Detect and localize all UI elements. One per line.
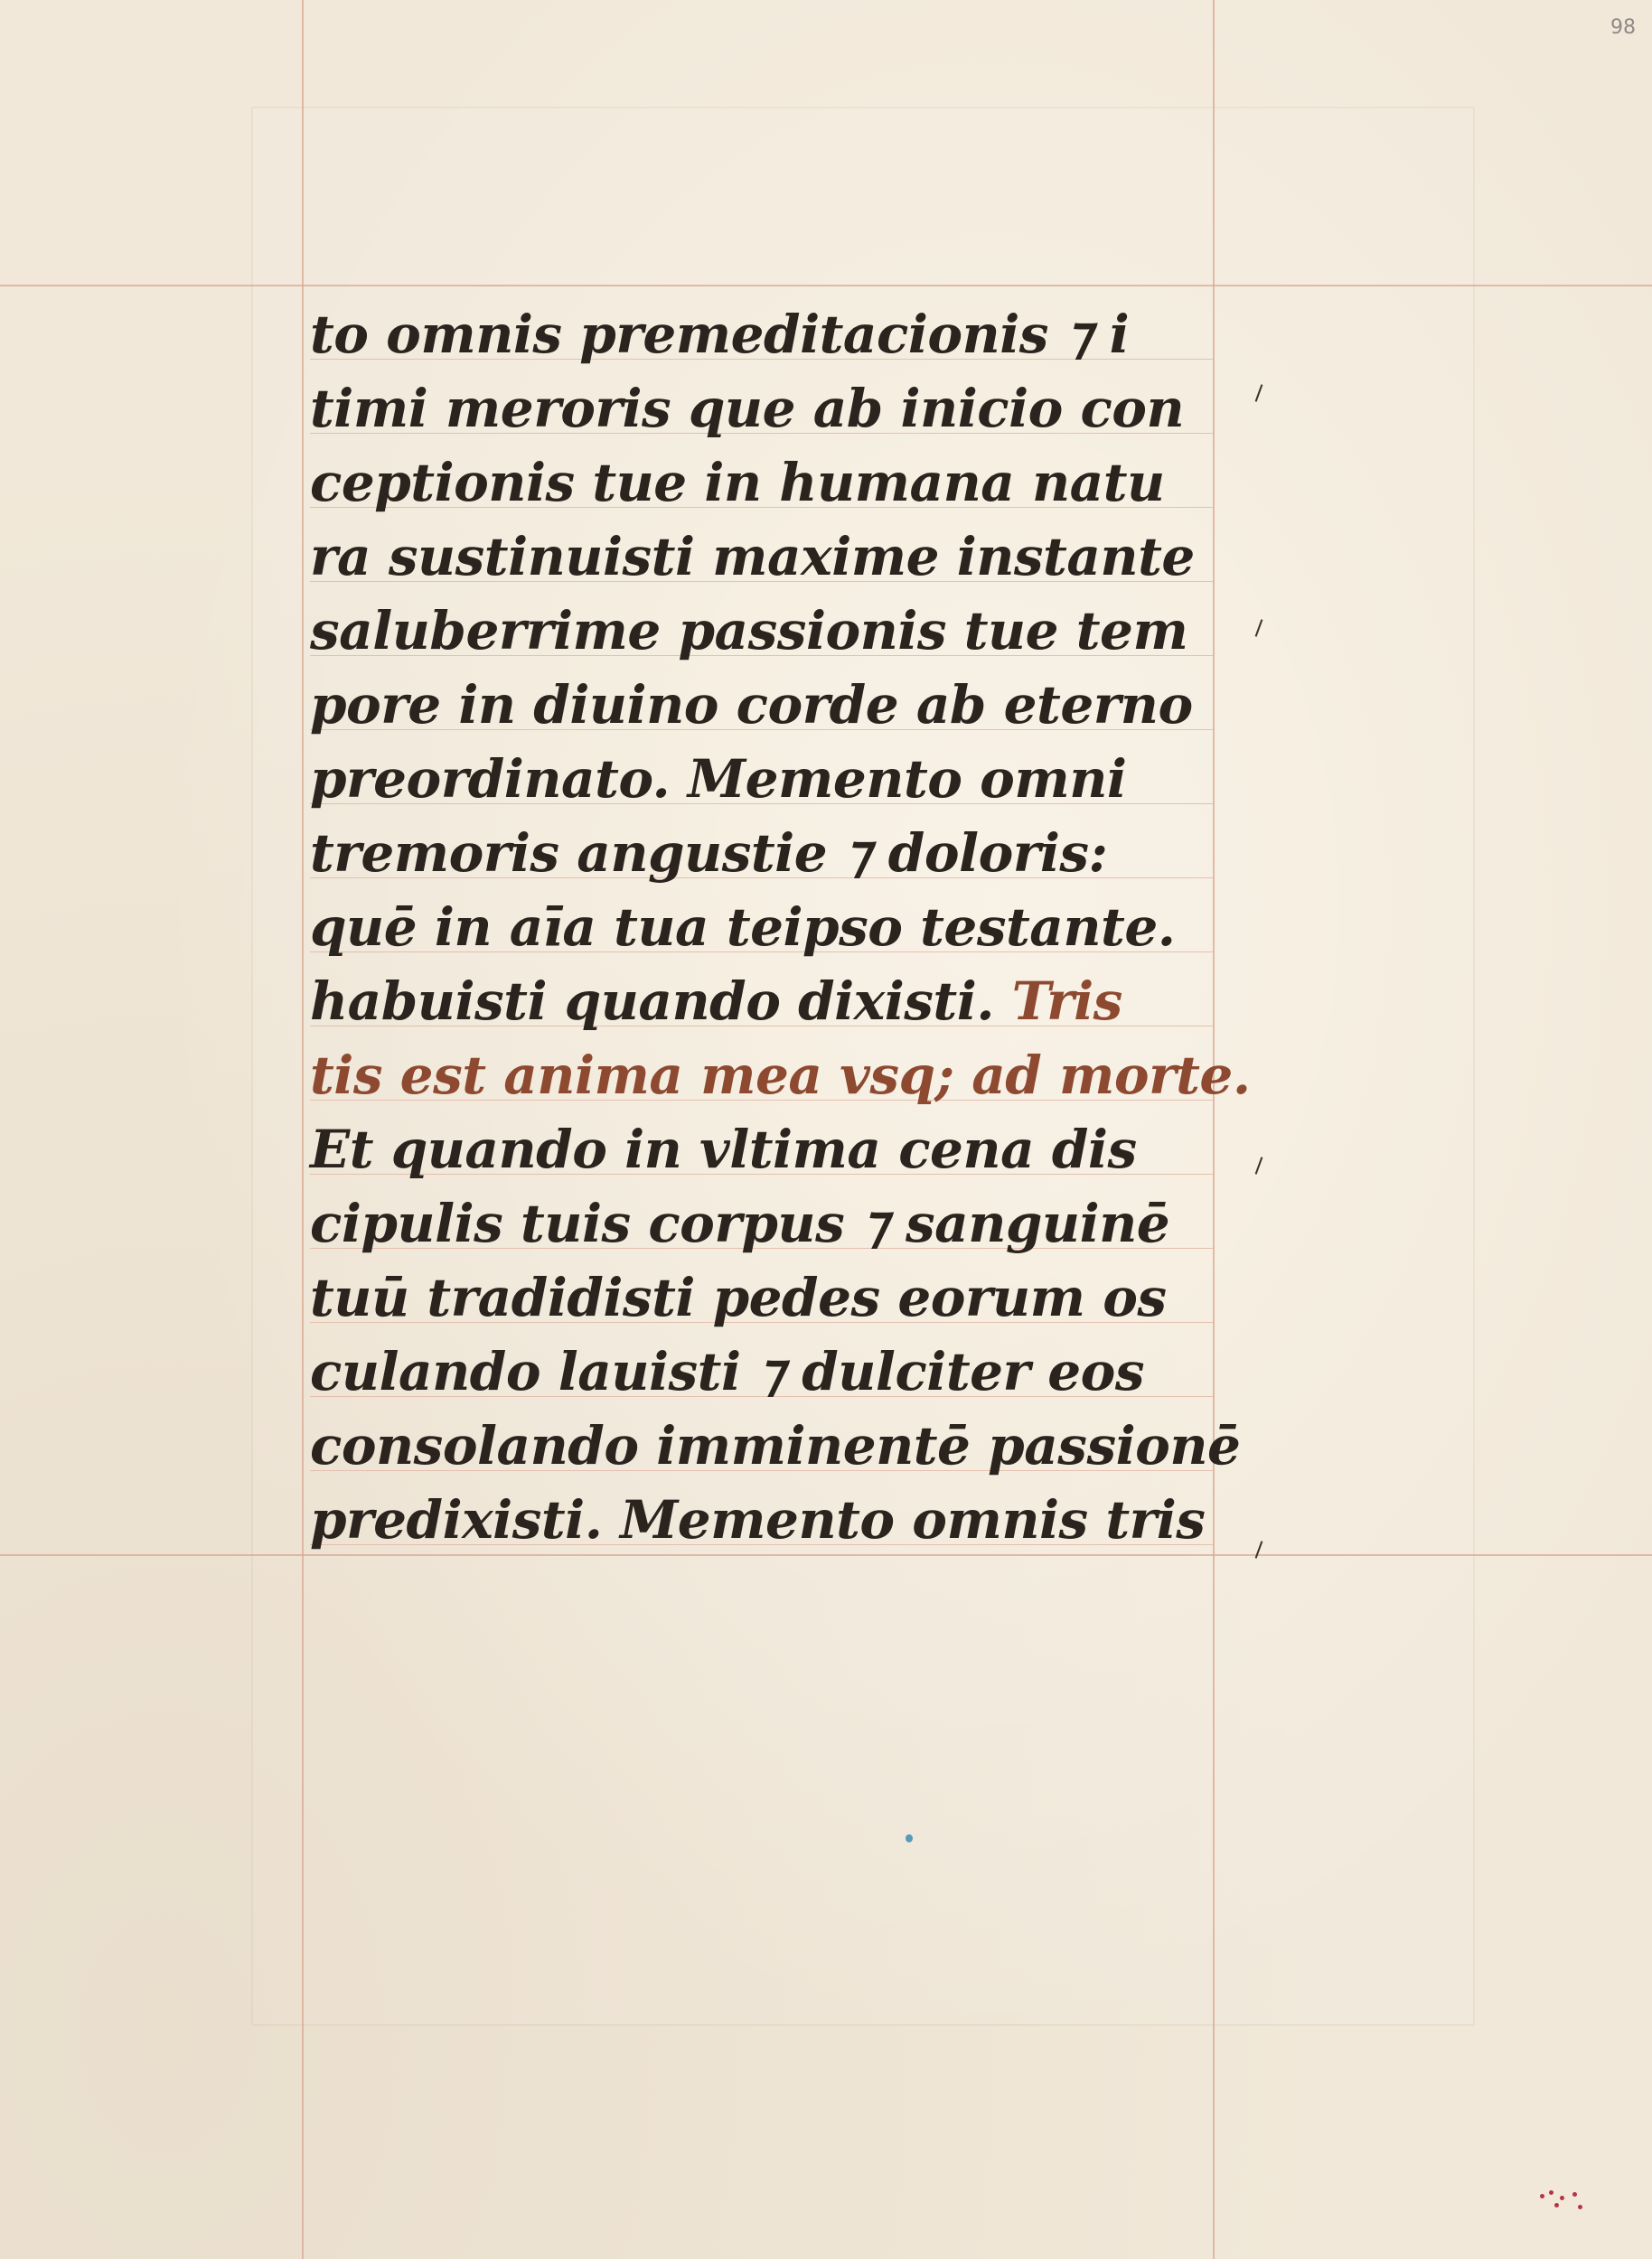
manuscript-line bbox=[310, 961, 1268, 1042]
line-text: tremoris angustie ⁊ doloris: bbox=[310, 822, 1108, 884]
line-text: pore in diuino corde ab eterno bbox=[310, 674, 1193, 736]
manuscript-line bbox=[310, 442, 1268, 523]
manuscript-line bbox=[310, 664, 1268, 745]
line-text: habuisti quando dixisti. bbox=[310, 970, 994, 1032]
line-text: predixisti. Memento omnis tris bbox=[310, 1489, 1206, 1551]
manuscript-line bbox=[310, 1257, 1268, 1338]
manuscript-line bbox=[310, 294, 1268, 375]
line-text: ceptionis tue in humana natu bbox=[310, 452, 1165, 513]
line-text: culando lauisti ⁊ dulciter eos bbox=[310, 1341, 1144, 1402]
manuscript-line bbox=[310, 368, 1268, 449]
manuscript-line bbox=[310, 1331, 1268, 1412]
red-stain bbox=[1536, 2189, 1589, 2214]
line-text: to omnis premeditacionis ⁊ i bbox=[310, 304, 1130, 365]
line-text: quē in aīa tua teipso testante. bbox=[310, 896, 1176, 958]
manuscript-line bbox=[310, 516, 1268, 597]
manuscript-line bbox=[310, 1109, 1268, 1190]
manuscript-line bbox=[310, 1035, 1268, 1116]
manuscript-line bbox=[310, 886, 1268, 968]
ruling-horizontal-top bbox=[0, 285, 1652, 286]
line-text: tis est anima mea vsq; ad morte. bbox=[310, 1045, 1251, 1106]
line-text: preordinato. Memento omni bbox=[310, 748, 1127, 810]
ink-spot bbox=[906, 1834, 913, 1842]
line-text: tuū tradidisti pedes eorum os bbox=[310, 1267, 1167, 1328]
line-text: consolando imminentē passionē bbox=[310, 1415, 1241, 1476]
folio-number: 98 bbox=[1610, 16, 1636, 39]
manuscript-line bbox=[310, 1479, 1268, 1561]
manuscript-line bbox=[310, 1183, 1268, 1264]
rubric-text: Tris bbox=[993, 970, 1122, 1032]
manuscript-line bbox=[310, 738, 1268, 820]
manuscript-line bbox=[310, 812, 1268, 894]
line-text: saluberrime passionis tue tem bbox=[310, 600, 1188, 661]
ruling-vertical-left bbox=[302, 0, 304, 2259]
manuscript-line bbox=[310, 590, 1268, 671]
line-text: Et quando in vltima cena dis bbox=[310, 1119, 1137, 1180]
manuscript-line bbox=[310, 1405, 1268, 1486]
line-text: timi meroris que ab inicio con bbox=[310, 378, 1185, 439]
line-text: cipulis tuis corpus ⁊ sanguinē bbox=[310, 1193, 1170, 1254]
line-text: ra sustinuisti maxime instante bbox=[310, 526, 1195, 587]
